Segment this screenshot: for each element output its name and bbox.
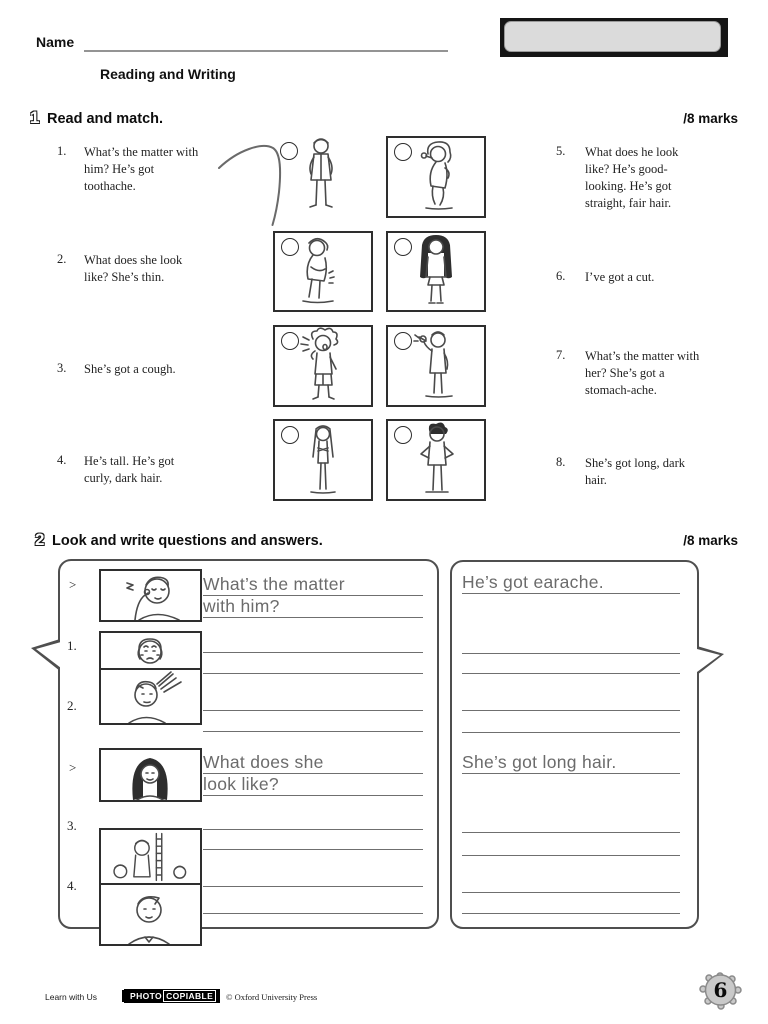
match-circle bbox=[394, 143, 412, 161]
match-circle bbox=[281, 426, 299, 444]
item-number: 1. bbox=[67, 638, 77, 653]
item-number: 6. bbox=[556, 269, 566, 283]
section2-title: Look and write questions and answers. bbox=[52, 533, 323, 549]
item-text: He’s tall. He’s got curly, dark hair. bbox=[84, 454, 175, 485]
example-answer-text: She’s got long hair. bbox=[462, 752, 617, 772]
write-line bbox=[203, 829, 423, 830]
item-number: 1. bbox=[57, 144, 67, 158]
write-line bbox=[462, 732, 680, 733]
name-input-line bbox=[84, 33, 448, 52]
example-question-text-line1: What’s the matter bbox=[203, 574, 345, 594]
score-box bbox=[500, 18, 728, 57]
picture-box-stomach-ache bbox=[273, 231, 373, 312]
item-number: 4. bbox=[57, 453, 67, 467]
write-line bbox=[462, 892, 680, 893]
item-number: 8. bbox=[556, 455, 566, 469]
boy-standing-hands-in-pockets-illustration bbox=[299, 134, 343, 216]
item-number: 3. bbox=[67, 818, 77, 833]
match-circle bbox=[281, 238, 299, 256]
page-title: Reading and Writing bbox=[100, 66, 236, 82]
example-marker: > bbox=[69, 577, 77, 592]
match-circle bbox=[394, 332, 412, 350]
item-text: What does she look like? She’s thin. bbox=[84, 253, 183, 284]
section2-marks: /8 marks bbox=[683, 533, 738, 548]
picture-box-curly-dark-hair bbox=[386, 419, 486, 501]
example-marker: > bbox=[69, 760, 77, 775]
picture-box-thin-girl bbox=[273, 419, 373, 501]
write-line bbox=[462, 653, 680, 654]
item-number: 7. bbox=[556, 348, 566, 362]
picture-box-long-dark-hair bbox=[386, 231, 486, 312]
boy-straight-fair-hair-portrait-illustration bbox=[101, 885, 200, 944]
badge-photo-text: PHOTO bbox=[130, 991, 163, 1001]
copyright-text: © Oxford University Press bbox=[226, 992, 318, 1002]
photocopiable-badge bbox=[124, 989, 220, 1003]
item-text: What does he look like? He’s good-looking. He’s got straight, fair hair. bbox=[585, 145, 679, 210]
name-label: Name bbox=[36, 34, 75, 50]
section1-title: Read and match. bbox=[47, 111, 164, 127]
pencil-match-stroke bbox=[210, 135, 290, 235]
write-line bbox=[203, 886, 423, 887]
item-text: What’s the matter with her? She’s got a stomach-ache. bbox=[585, 349, 700, 397]
item-text: She’s got a cough. bbox=[84, 362, 176, 376]
write-line bbox=[203, 617, 423, 618]
section1-number: 1 bbox=[30, 108, 40, 127]
picture-box-long-dark-hair-portrait bbox=[99, 748, 202, 802]
girl-feeling-ill-illustration bbox=[101, 633, 200, 670]
match-circle bbox=[394, 238, 412, 256]
write-line bbox=[462, 832, 680, 833]
match-circle bbox=[280, 142, 298, 160]
example-question-text-line2: look like? bbox=[203, 774, 279, 794]
picture-box-ill-girl bbox=[99, 631, 202, 672]
picture-box-girl-coughing bbox=[386, 136, 486, 218]
picture-box-fair-hair-boy bbox=[99, 883, 202, 946]
picture-box-cut bbox=[386, 325, 486, 407]
picture-box-earache bbox=[99, 569, 202, 622]
write-line bbox=[462, 913, 680, 914]
picture-box-toothache bbox=[273, 325, 373, 407]
section1-marks: /8 marks bbox=[683, 111, 738, 126]
write-line bbox=[203, 849, 423, 850]
write-line bbox=[203, 795, 423, 796]
write-line bbox=[203, 652, 423, 653]
item-number: 3. bbox=[57, 361, 67, 375]
example-question-text-line1: What does she bbox=[203, 752, 324, 772]
picture-box-headache bbox=[99, 668, 202, 725]
badge-copiable-text: COPIABLE bbox=[163, 990, 216, 1002]
boy-with-headache-illustration bbox=[101, 670, 200, 723]
item-text: She’s got long, dark hair. bbox=[585, 456, 685, 487]
write-line bbox=[462, 773, 680, 774]
write-line bbox=[203, 731, 423, 732]
item-number: 5. bbox=[556, 144, 566, 158]
answer-speech-bubble bbox=[450, 560, 699, 929]
item-text: I’ve got a cut. bbox=[585, 270, 655, 284]
brand-text: Learn with Us bbox=[45, 992, 97, 1002]
tall-boy-measured-with-ruler-illustration bbox=[101, 830, 200, 884]
write-line bbox=[203, 710, 423, 711]
write-line bbox=[203, 913, 423, 914]
write-line bbox=[462, 710, 680, 711]
boy-with-earache-illustration bbox=[101, 571, 200, 620]
write-line bbox=[462, 673, 680, 674]
match-circle bbox=[281, 332, 299, 350]
item-number: 4. bbox=[67, 878, 77, 893]
picture-box-height-ruler bbox=[99, 828, 202, 886]
section2-number: 2 bbox=[35, 530, 45, 549]
item-number: 2. bbox=[67, 698, 77, 713]
example-answer-text: He’s got earache. bbox=[462, 572, 604, 592]
page-number-gear-icon bbox=[697, 966, 744, 1013]
match-circle bbox=[394, 426, 412, 444]
score-box-inner bbox=[504, 21, 721, 52]
write-line bbox=[203, 673, 423, 674]
item-number: 2. bbox=[57, 252, 67, 266]
example-question-text-line2: with him? bbox=[203, 596, 280, 616]
write-line bbox=[462, 593, 680, 594]
page-number: 6 bbox=[713, 978, 728, 1002]
item-text: What’s the matter with him? He’s got toothache. bbox=[84, 145, 199, 193]
write-line bbox=[462, 855, 680, 856]
girl-long-dark-hair-portrait-illustration bbox=[101, 750, 200, 800]
